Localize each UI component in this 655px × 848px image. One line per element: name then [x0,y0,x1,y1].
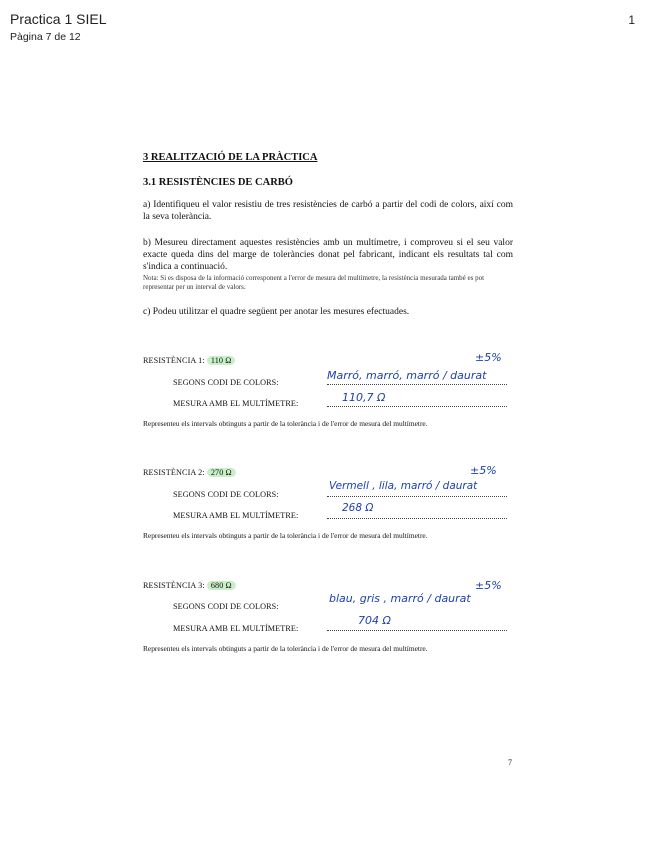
resistor-1-heading [143,356,235,365]
paragraph-c: c) Podeu utilitzar el quadre següent per anotar les mesures efectuades. [143,307,410,317]
section-title: 3 REALITZACIÓ DE LA PRÀCTICA [143,152,318,163]
resistor-2-measure-handwritten: 268 Ω [342,502,374,514]
resistor-2-represent-text: Representeu els intervals obtinguts a partir de la tolerància i de l'error de mesura del multímetre. [143,531,428,540]
paragraph-b: b) Mesureu directament aquestes resistències amb un multímetre, i comproveu si el seu valor exacte queda dins del marge de toleràncies donat pel fabricant, indicant els resultats tal com s'indica a continuació. [143,238,513,272]
section-subtitle: 3.1 RESISTÈNCIES DE CARBÓ [143,177,293,188]
resistor-2-colors-label: SEGONS CODI DE COLORS: [173,490,279,499]
resistor-3-label: RESISTÈNCIA 3: [143,581,207,590]
page-indicator: Pàgina 7 de 12 [10,31,81,43]
resistor-3-heading [143,581,236,590]
note-paragraph: Nota: Si es disposa de la informació corresponent a l'error de mesura del multímetre, la resistència mesurada també es pot representar per un interval de valors. [143,274,485,291]
resistor-2-tolerance-handwritten: ±5% [470,464,497,477]
resistor-2-value: 270 Ω [207,468,236,477]
resistor-2-label: RESISTÈNCIA 2: [143,468,207,477]
resistor-1-colors-handwritten: Marró, marró, marró / daurat [327,369,487,382]
resistor-1-represent-text: Representeu els intervals obtinguts a partir de la tolerància i de l'error de mesura del multímetre. [143,419,428,428]
resistor-1-label: RESISTÈNCIA 1: [143,356,207,365]
page-number: 1 [628,13,635,27]
document-title: Practica 1 SIEL [10,11,107,27]
resistor-1-multimeter-label: MESURA AMB EL MULTÍMETRE: [173,399,299,408]
resistor-2-multimeter-label: MESURA AMB EL MULTÍMETRE: [173,511,299,520]
resistor-1-measure-handwritten: 110,7 Ω [342,391,386,404]
resistor-1-colors-label: SEGONS CODI DE COLORS: [173,378,279,387]
resistor-2-heading [143,468,236,477]
resistor-3-measure-handwritten: 704 Ω [358,614,391,627]
paragraph-a: a) Identifiqueu el valor resistiu de tres resistències de carbó a partir del codi de colors, així com la seva tolerància. [143,200,513,222]
resistor-1-tolerance-handwritten: ±5% [475,351,502,364]
resistor-3-tolerance-handwritten: ±5% [475,579,502,592]
resistor-3-colors-handwritten: blau, gris , marró / daurat [329,592,471,605]
resistor-3-multimeter-label: MESURA AMB EL MULTÍMETRE: [173,624,299,633]
resistor-3-represent-text: Representeu els intervals obtinguts a partir de la tolerància i de l'error de mesura del multímetre. [143,644,428,653]
resistor-2-colors-handwritten: Vermell , lila, marró / daurat [329,480,478,492]
resistor-1-value: 110 Ω [207,356,236,365]
resistor-3-value: 680 Ω [207,581,236,590]
footer-page-number: 7 [508,758,512,767]
resistor-3-multimeter-line [327,620,507,631]
resistor-3-colors-label: SEGONS CODI DE COLORS: [173,602,279,611]
